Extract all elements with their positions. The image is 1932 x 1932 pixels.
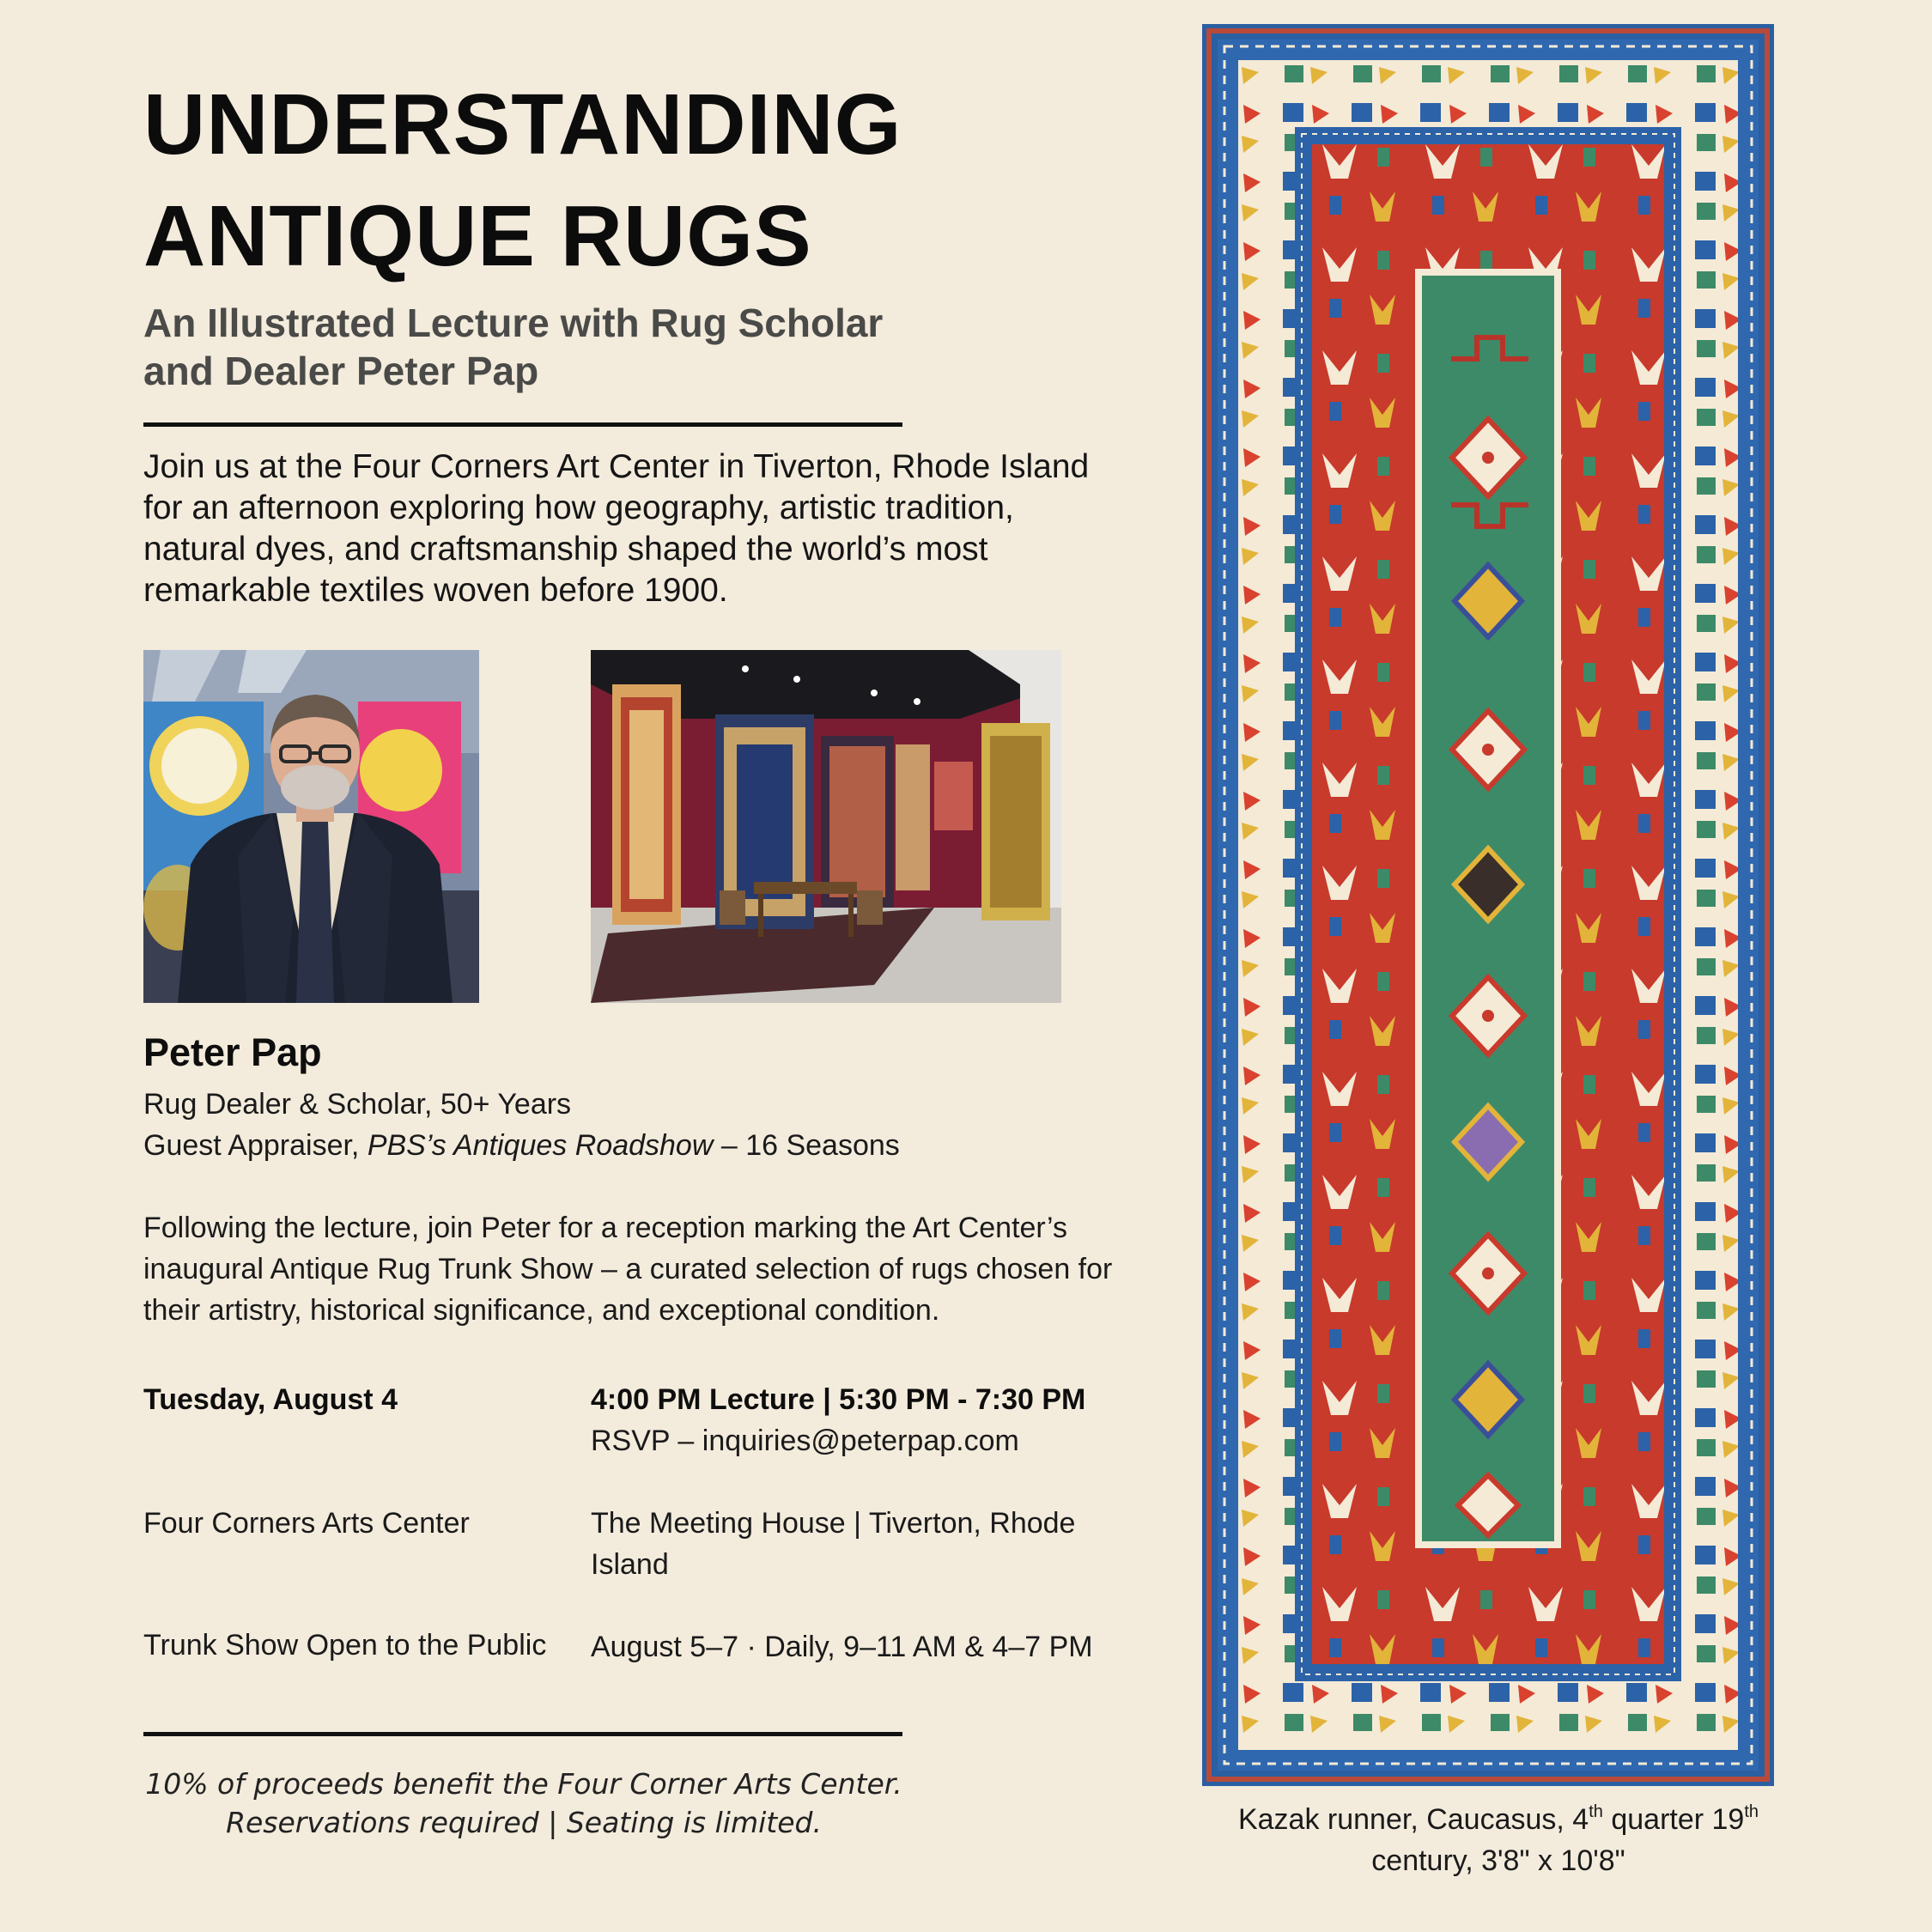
venue-name: Four Corners Arts Center	[143, 1507, 470, 1540]
footer-line-2: Reservations required | Seating is limited.	[226, 1806, 822, 1839]
rsvp-label: RSVP –	[591, 1425, 695, 1457]
show-title: PBS’s Antiques Roadshow	[367, 1129, 714, 1162]
speaker-credential-2	[143, 1125, 900, 1166]
rug-caption	[1168, 1799, 1829, 1881]
subtitle-line-2: and Dealer Peter Pap	[143, 349, 539, 393]
reception-paragraph: Following the lecture, join Peter for a reception marking the Art Center’s inaugural Antique Rug Trunk Show – a curated selection of rugs chosen for their artistry, historical significance, and exceptional condition.	[143, 1212, 1113, 1327]
speaker-name: Peter Pap	[143, 1030, 322, 1074]
page-title	[143, 69, 916, 292]
event-date: Tuesday, August 4	[143, 1383, 398, 1416]
title-line-1: UNDERSTANDING	[143, 76, 902, 173]
caption-part-1: Kazak runner, Caucasus, 4	[1237, 1803, 1589, 1836]
footer-note	[120, 1765, 927, 1842]
speaker-credential-1: Rug Dealer & Scholar, 50+ Years	[143, 1088, 572, 1121]
top-divider	[143, 422, 902, 427]
caption-part-2: quarter 19	[1602, 1803, 1745, 1836]
portrait-photo	[143, 650, 479, 1003]
title-line-2: ANTIQUE RUGS	[143, 188, 812, 284]
trunk-show-hours: August 5–7 · Daily, 9–11 AM & 4–7 PM	[591, 1631, 1093, 1663]
venue-detail: The Meeting House | Tiverton, Rhode Island	[591, 1507, 1076, 1581]
rsvp-email[interactable]: inquiries@peterpap.com	[694, 1425, 1019, 1457]
event-time: 4:00 PM Lecture | 5:30 PM - 7:30 PM	[591, 1383, 1086, 1416]
credential-prefix: Guest Appraiser,	[143, 1129, 368, 1162]
intro-paragraph: Join us at the Four Corners Art Center in Tiverton, Rhode Island for an afternoon exploring how geography, artistic tradition, natural dyes, and craftsmanship shaped the world’s most remarkable textiles woven before 1900.	[143, 448, 1090, 609]
rug-image	[1202, 24, 1774, 1786]
gallery-icon	[591, 650, 1061, 1003]
rsvp-line	[591, 1420, 1019, 1461]
subtitle	[143, 299, 968, 395]
trunk-show-label: Trunk Show Open to the Public	[143, 1629, 547, 1662]
caption-part-3: century, 3'8" x 10'8"	[1371, 1844, 1625, 1877]
caption-sup-2: th	[1744, 1802, 1759, 1821]
bottom-divider	[143, 1732, 902, 1736]
gallery-photo	[591, 650, 1061, 1003]
footer-line-1: 10% of proceeds benefit the Four Corner Arts Center.	[145, 1767, 902, 1801]
credential-suffix: – 16 Seasons	[713, 1129, 900, 1162]
subtitle-line-1: An Illustrated Lecture with Rug Scholar	[143, 301, 884, 345]
rug-icon	[1202, 24, 1774, 1786]
portrait-icon	[143, 650, 479, 1003]
caption-sup-1: th	[1589, 1802, 1603, 1821]
